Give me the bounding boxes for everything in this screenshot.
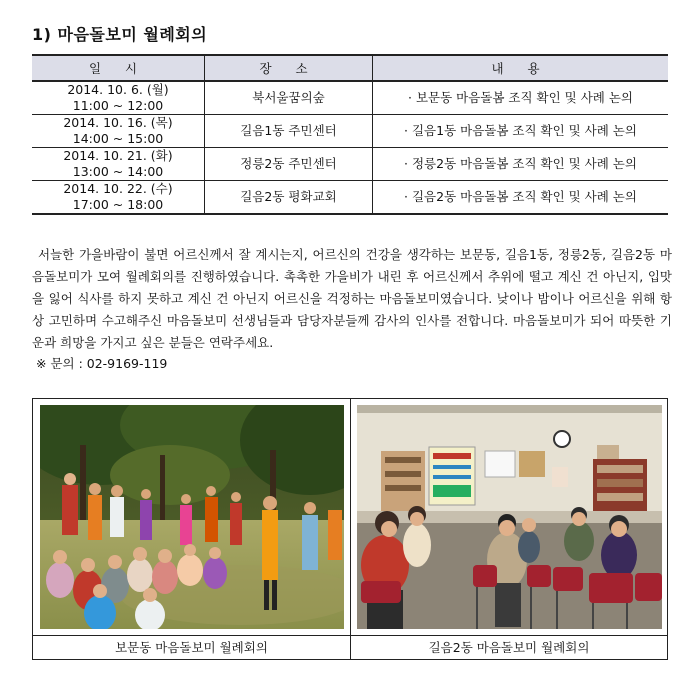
cell-datetime <box>32 181 205 215</box>
cell-date: 2014. 10. 22. (수) <box>63 181 173 196</box>
table-row <box>32 81 668 115</box>
cell-datetime <box>32 115 205 148</box>
section-title: 1) 마음돌보미 월례회의 <box>32 25 208 44</box>
table-row <box>32 148 668 181</box>
church-meeting-photo <box>357 405 662 629</box>
photo-table <box>32 398 668 660</box>
cell-content: · 길음1동 마음돌봄 조직 확인 및 사례 논의 <box>373 115 669 148</box>
cell-content: · 정릉2동 마음돌봄 조직 확인 및 사례 논의 <box>373 148 669 181</box>
cell-place: 길음2동 평화교회 <box>205 181 373 215</box>
header-place: 장 소 <box>205 55 373 81</box>
header-content: 내 용 <box>373 55 669 81</box>
cell-time: 13:00 ~ 14:00 <box>72 164 164 179</box>
photo-caption-right: 길음2동 마음돌보미 월례회의 <box>428 640 590 655</box>
table-row <box>32 181 668 215</box>
park-meeting-photo <box>40 405 344 629</box>
photo-caption-left: 보문동 마음돌보미 월례회의 <box>115 640 268 655</box>
cell-place: 길음1동 주민센터 <box>205 115 373 148</box>
header-date: 일 시 <box>32 55 205 81</box>
cell-time: 11:00 ~ 12:00 <box>72 98 164 113</box>
body-paragraph: 서늘한 가을바람이 불면 어르신께서 잘 계시는지, 어르신의 건강을 생각하는 보문동, 길음1동, 정릉2동, 길음2동 마음돌보미가 모여 월례회의를 진행하였습니다. 촉촉한 가을비가 내린 후 어르신께서 추위에 떨고 계신 건 아닌지, 입맛을 잃어 식사를 하지 못하고 계신 건 아닌지 어르신을 걱정하는 마음돌보미였습니다. 낮이나 밤이나 어르신을 위해 항상 고민하며 수고해주신 마음돌보미 선생님들과 담당자분들께 감사의 인사를 전합니다. 마음돌보미가 되어 따뜻한 기운과 희망을 가지고 싶은 분들은 연락주세요. <box>32 247 672 350</box>
cell-content: · 길음2동 마음돌봄 조직 확인 및 사례 논의 <box>373 181 669 215</box>
cell-place: 북서울꿈의숲 <box>205 81 373 115</box>
contact-info: ※ 문의 : 02-9169-119 <box>36 356 168 371</box>
cell-content: · 보문동 마음돌봄 조직 확인 및 사례 논의 <box>373 81 669 115</box>
cell-datetime <box>32 148 205 181</box>
cell-datetime <box>32 81 205 115</box>
schedule-table <box>32 54 668 215</box>
cell-date: 2014. 10. 21. (화) <box>63 148 173 163</box>
cell-date: 2014. 10. 6. (월) <box>67 82 169 97</box>
photo-divider <box>350 399 351 659</box>
cell-place: 정릉2동 주민센터 <box>205 148 373 181</box>
table-header-row <box>32 55 668 81</box>
cell-date: 2014. 10. 16. (목) <box>63 115 173 130</box>
table-row <box>32 115 668 148</box>
cell-time: 14:00 ~ 15:00 <box>72 131 164 146</box>
cell-time: 17:00 ~ 18:00 <box>72 197 164 212</box>
